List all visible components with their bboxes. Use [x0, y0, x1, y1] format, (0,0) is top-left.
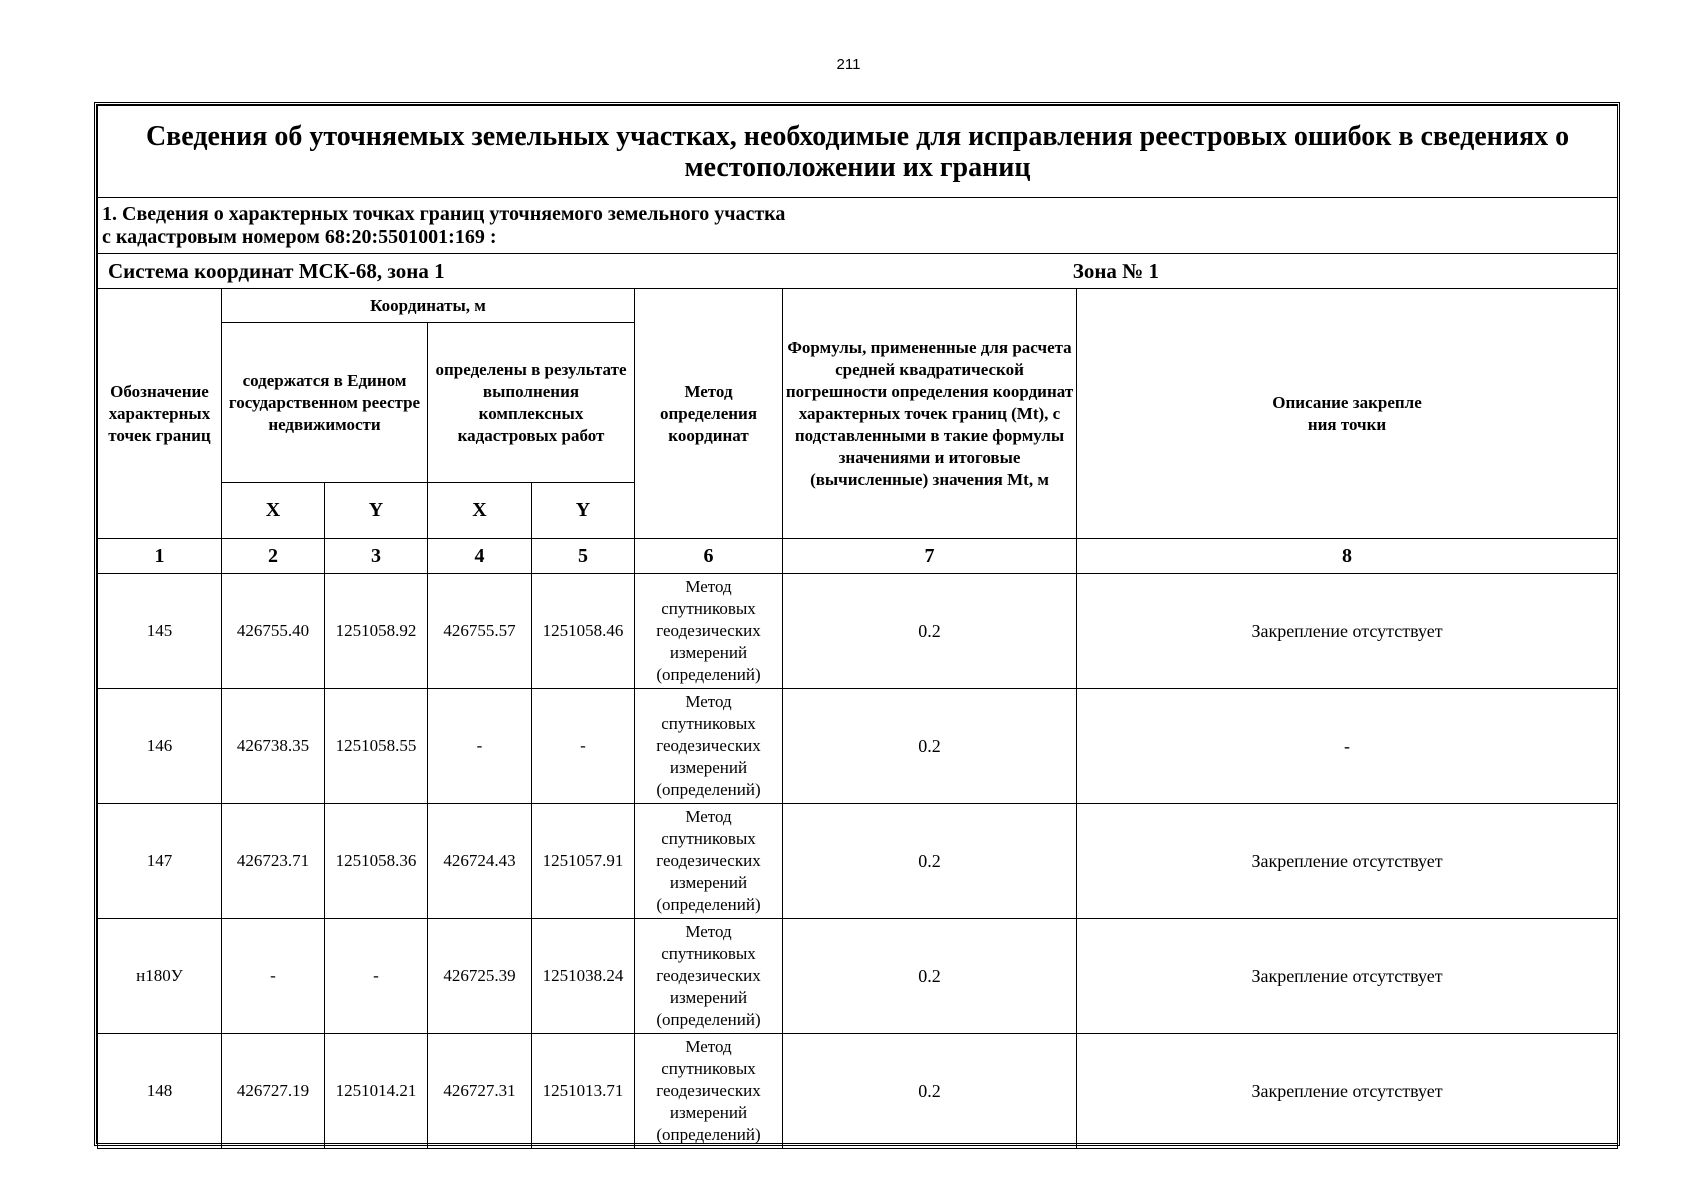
- cell-mt: 0.2: [783, 804, 1077, 919]
- cell-description: Закрепление отсутствует: [1077, 1034, 1618, 1149]
- header-description-line-1: Описание закрепле: [1272, 392, 1422, 412]
- table-row: [98, 574, 1618, 689]
- cell-x-kkr: 426727.31: [428, 1034, 532, 1149]
- cell-point: 148: [98, 1034, 222, 1149]
- boundary-points-table: [97, 105, 1618, 1149]
- section-heading-line-2: с кадастровым номером 68:20:5501001:169 :: [102, 225, 497, 248]
- cell-y-egrn: 1251058.55: [325, 689, 428, 804]
- document-title: Сведения об уточняемых земельных участках, необходимые для исправления реестровых ошибок в сведениях о местоположении их границ: [98, 106, 1618, 198]
- column-number: 3: [325, 539, 428, 574]
- cell-method: Метод спутниковых геодезических измерений (определений): [635, 574, 783, 689]
- cell-point: н180У: [98, 919, 222, 1034]
- cell-y-kkr: 1251057.91: [532, 804, 635, 919]
- cell-x-egrn: 426738.35: [222, 689, 325, 804]
- table-row: [98, 1034, 1618, 1149]
- coordinate-system: Система координат МСК-68, зона 1: [108, 258, 445, 283]
- cell-mt: 0.2: [783, 919, 1077, 1034]
- column-number: 5: [532, 539, 635, 574]
- cell-description: -: [1077, 689, 1618, 804]
- cell-x-kkr: 426724.43: [428, 804, 532, 919]
- cell-method: Метод спутниковых геодезических измерений (определений): [635, 919, 783, 1034]
- cell-y-egrn: -: [325, 919, 428, 1034]
- cell-point: 146: [98, 689, 222, 804]
- header-y-kkr: Y: [532, 483, 635, 539]
- column-number: 6: [635, 539, 783, 574]
- cell-y-kkr: 1251013.71: [532, 1034, 635, 1149]
- header-description-line-2: ния точки: [1307, 414, 1387, 434]
- header-x-kkr: X: [428, 483, 532, 539]
- cell-y-egrn: 1251058.92: [325, 574, 428, 689]
- header-y-egrn: Y: [325, 483, 428, 539]
- cell-y-egrn: 1251058.36: [325, 804, 428, 919]
- table-row: [98, 919, 1618, 1034]
- cell-mt: 0.2: [783, 574, 1077, 689]
- cell-mt: 0.2: [783, 689, 1077, 804]
- cell-x-kkr: 426755.57: [428, 574, 532, 689]
- cell-x-egrn: 426755.40: [222, 574, 325, 689]
- page-number: 211: [836, 56, 861, 73]
- header-coordinates: Координаты, м: [222, 289, 635, 323]
- cell-point: 147: [98, 804, 222, 919]
- cell-method: Метод спутниковых геодезических измерений (определений): [635, 804, 783, 919]
- zone-label: Зона № 1: [1072, 258, 1160, 283]
- cell-y-kkr: 1251038.24: [532, 919, 635, 1034]
- header-point: Обозначение характерных точек границ: [98, 289, 222, 539]
- header-x-egrn: X: [222, 483, 325, 539]
- cell-x-egrn: 426727.19: [222, 1034, 325, 1149]
- cell-y-egrn: 1251014.21: [325, 1034, 428, 1149]
- table-row: [98, 689, 1618, 804]
- cell-description: Закрепление отсутствует: [1077, 574, 1618, 689]
- header-formula: Формулы, примененные для расчета средней квадратической погрешности определения координат характерных точек границ (Mt), с подставленными в такие формулы значениями и итоговые (вычисленные) значения Mt, м: [783, 289, 1077, 539]
- column-number: 4: [428, 539, 532, 574]
- cell-x-egrn: -: [222, 919, 325, 1034]
- column-number: 1: [98, 539, 222, 574]
- header-description: [1077, 289, 1618, 539]
- cell-mt: 0.2: [783, 1034, 1077, 1149]
- section-heading-line-1: 1. Сведения о характерных точках границ уточняемого земельного участка: [102, 202, 786, 225]
- cell-x-kkr: -: [428, 689, 532, 804]
- cell-point: 145: [98, 574, 222, 689]
- column-number: 7: [783, 539, 1077, 574]
- coordinate-system-row: [98, 254, 1618, 289]
- header-kkr: определены в результате выполнения комплексных кадастровых работ: [428, 323, 635, 483]
- document-table-frame: [94, 102, 1620, 1146]
- cell-description: Закрепление отсутствует: [1077, 919, 1618, 1034]
- cell-description: Закрепление отсутствует: [1077, 804, 1618, 919]
- table-row: [98, 804, 1618, 919]
- section-heading: [98, 198, 1618, 254]
- cell-method: Метод спутниковых геодезических измерений (определений): [635, 689, 783, 804]
- cell-y-kkr: -: [532, 689, 635, 804]
- header-method: Метод определения координат: [635, 289, 783, 539]
- column-number: 2: [222, 539, 325, 574]
- cell-y-kkr: 1251058.46: [532, 574, 635, 689]
- cell-x-kkr: 426725.39: [428, 919, 532, 1034]
- header-egrn: содержатся в Едином государственном реестре недвижимости: [222, 323, 428, 483]
- cell-method: Метод спутниковых геодезических измерений (определений): [635, 1034, 783, 1149]
- column-number: 8: [1077, 539, 1618, 574]
- cell-x-egrn: 426723.71: [222, 804, 325, 919]
